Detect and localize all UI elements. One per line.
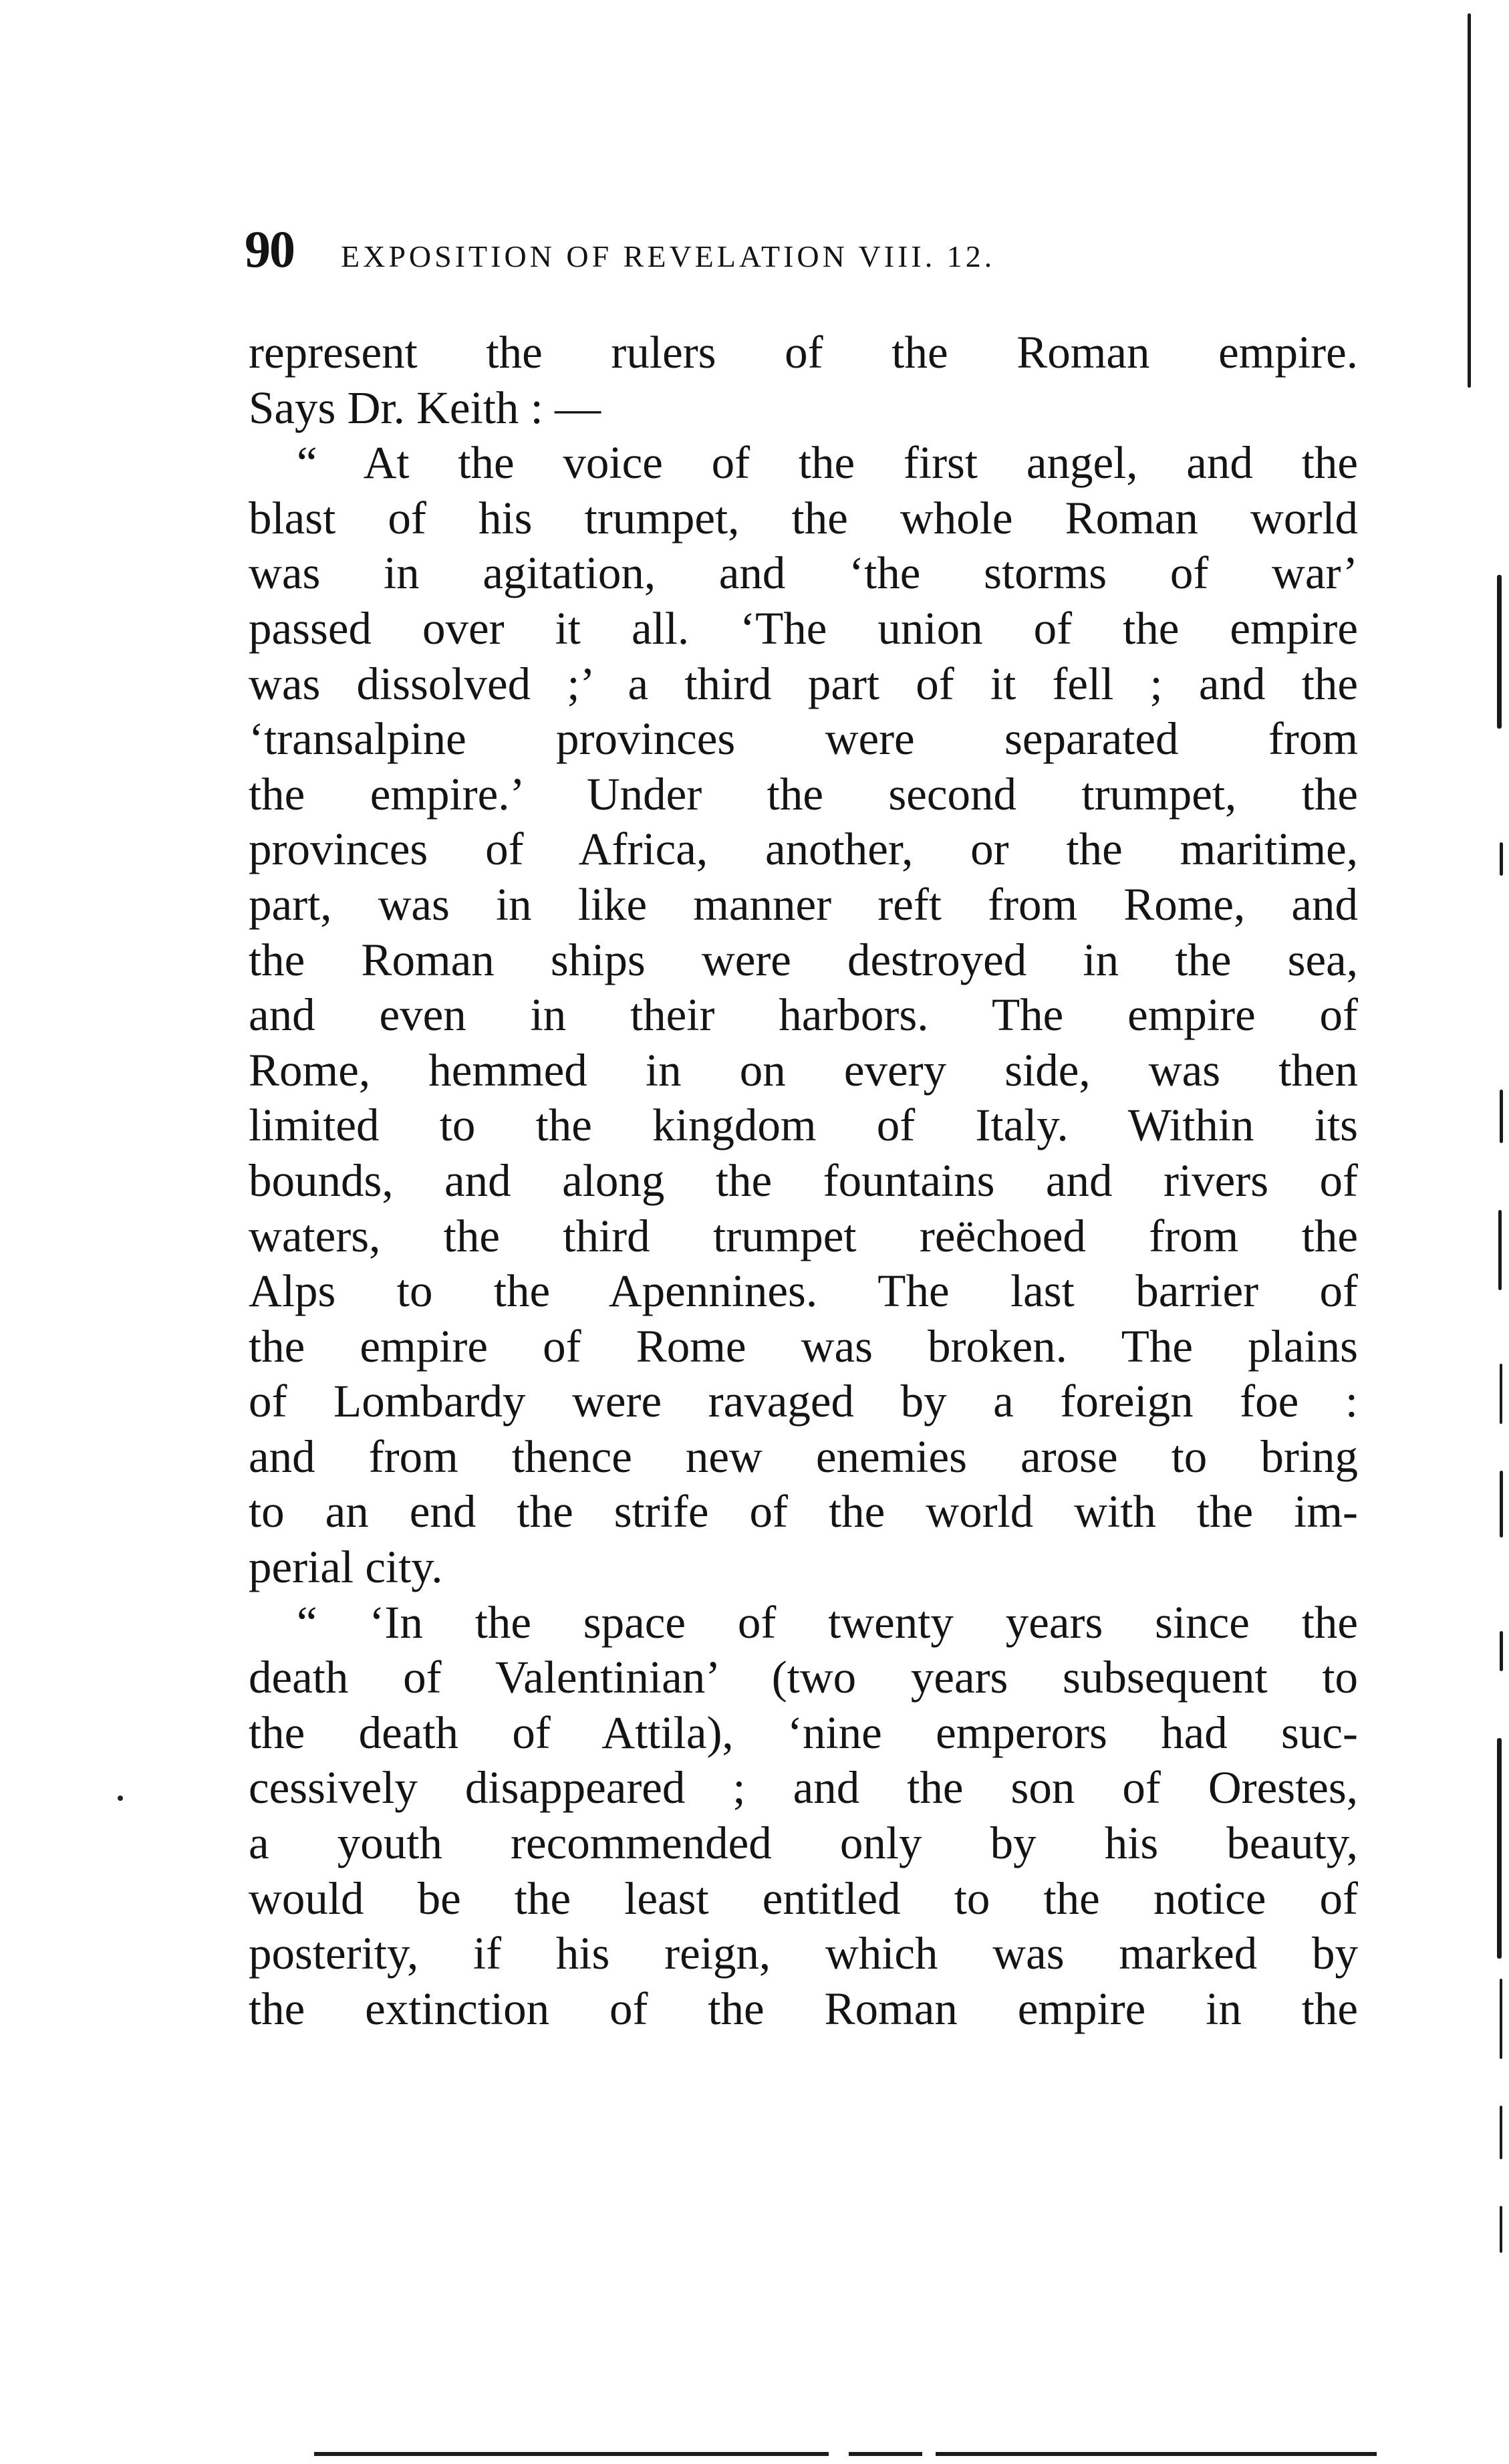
text-line: the empire.’ Under the second trumpet, the (249, 768, 1358, 820)
scan-edge-mark (1500, 1631, 1503, 1671)
text-line: part, was in like manner reft from Rome, and (249, 878, 1358, 930)
text-line: of Lombardy were ravaged by a foreign foe : (249, 1376, 1358, 1427)
text-line: the Roman ships were destroyed in the sea, (249, 934, 1358, 985)
scan-edge-mark (1498, 1210, 1502, 1290)
scan-edge-mark (1497, 1738, 1502, 1959)
text-line: passed over it all. ‘The union of the empire (249, 602, 1358, 654)
text-line: Alps to the Apennines. The last barrier of (249, 1265, 1358, 1317)
text-line: “ ‘In the space of twenty years since the (297, 1596, 1358, 1648)
text-line: ‘transalpine provinces were separated from (249, 713, 1358, 765)
scan-edge-mark (1468, 13, 1471, 388)
scan-edge-mark (1497, 575, 1502, 729)
text-line: to an end the strife of the world with the im- (249, 1486, 1358, 1537)
scan-bottom-rule (936, 2452, 1377, 2456)
text-line: the death of Attila), ‘nine emperors had suc- (249, 1707, 1358, 1758)
text-line: provinces of Africa, another, or the maritime, (249, 824, 1358, 875)
text-line: limited to the kingdom of Italy. Within its (249, 1100, 1358, 1151)
text-line: “ At the voice of the first angel, and the (297, 437, 1358, 489)
text-line: represent the rulers of the Roman empire. (249, 327, 1358, 378)
text-line: blast of his trumpet, the whole Roman world (249, 492, 1358, 543)
scan-bottom-rule (849, 2452, 922, 2456)
scan-edge-mark (1500, 1364, 1502, 1424)
text-line: bounds, and along the fountains and rivers of (249, 1154, 1358, 1206)
scan-edge-mark (1500, 1090, 1503, 1143)
text-line: the empire of Rome was broken. The plains (249, 1320, 1358, 1372)
text-line: Says Dr. Keith : — (249, 382, 601, 433)
scan-speck (118, 1796, 123, 1801)
text-line: Rome, hemmed in on every side, was then (249, 1044, 1358, 1096)
text-line: was dissolved ;’ a third part of it fell ; and the (249, 658, 1358, 709)
scan-edge-mark (1500, 1979, 1502, 2059)
running-head (245, 219, 1381, 278)
running-title: EXPOSITION OF REVELATION VIII. 12. (341, 239, 996, 273)
page-number: 90 (245, 220, 294, 278)
text-line: would be the least entitled to the notice of (249, 1872, 1358, 1924)
text-line: and even in their harbors. The empire of (249, 989, 1358, 1041)
text-line: death of Valentinian’ (two years subsequent to (249, 1652, 1358, 1703)
text-line: cessively disappeared ; and the son of Orestes, (249, 1762, 1358, 1814)
body-text (249, 325, 1358, 2036)
scan-edge-mark (1500, 2106, 1502, 2159)
scan-edge-mark (1500, 1471, 1503, 1537)
text-line: and from thence new enemies arose to bring (249, 1431, 1358, 1482)
scan-bottom-rule (314, 2452, 829, 2456)
scan-edge-mark (1500, 2206, 1502, 2253)
text-line: perial city. (249, 1542, 443, 1593)
text-line: waters, the third trumpet reëchoed from the (249, 1210, 1358, 1261)
text-line: posterity, if his reign, which was marked by (249, 1928, 1358, 1979)
text-line: a youth recommended only by his beauty, (249, 1818, 1358, 1869)
text-line: was in agitation, and ‘the storms of war’ (249, 547, 1358, 599)
text-line: the extinction of the Roman empire in the (249, 1983, 1358, 2034)
scan-edge-mark (1500, 842, 1503, 876)
